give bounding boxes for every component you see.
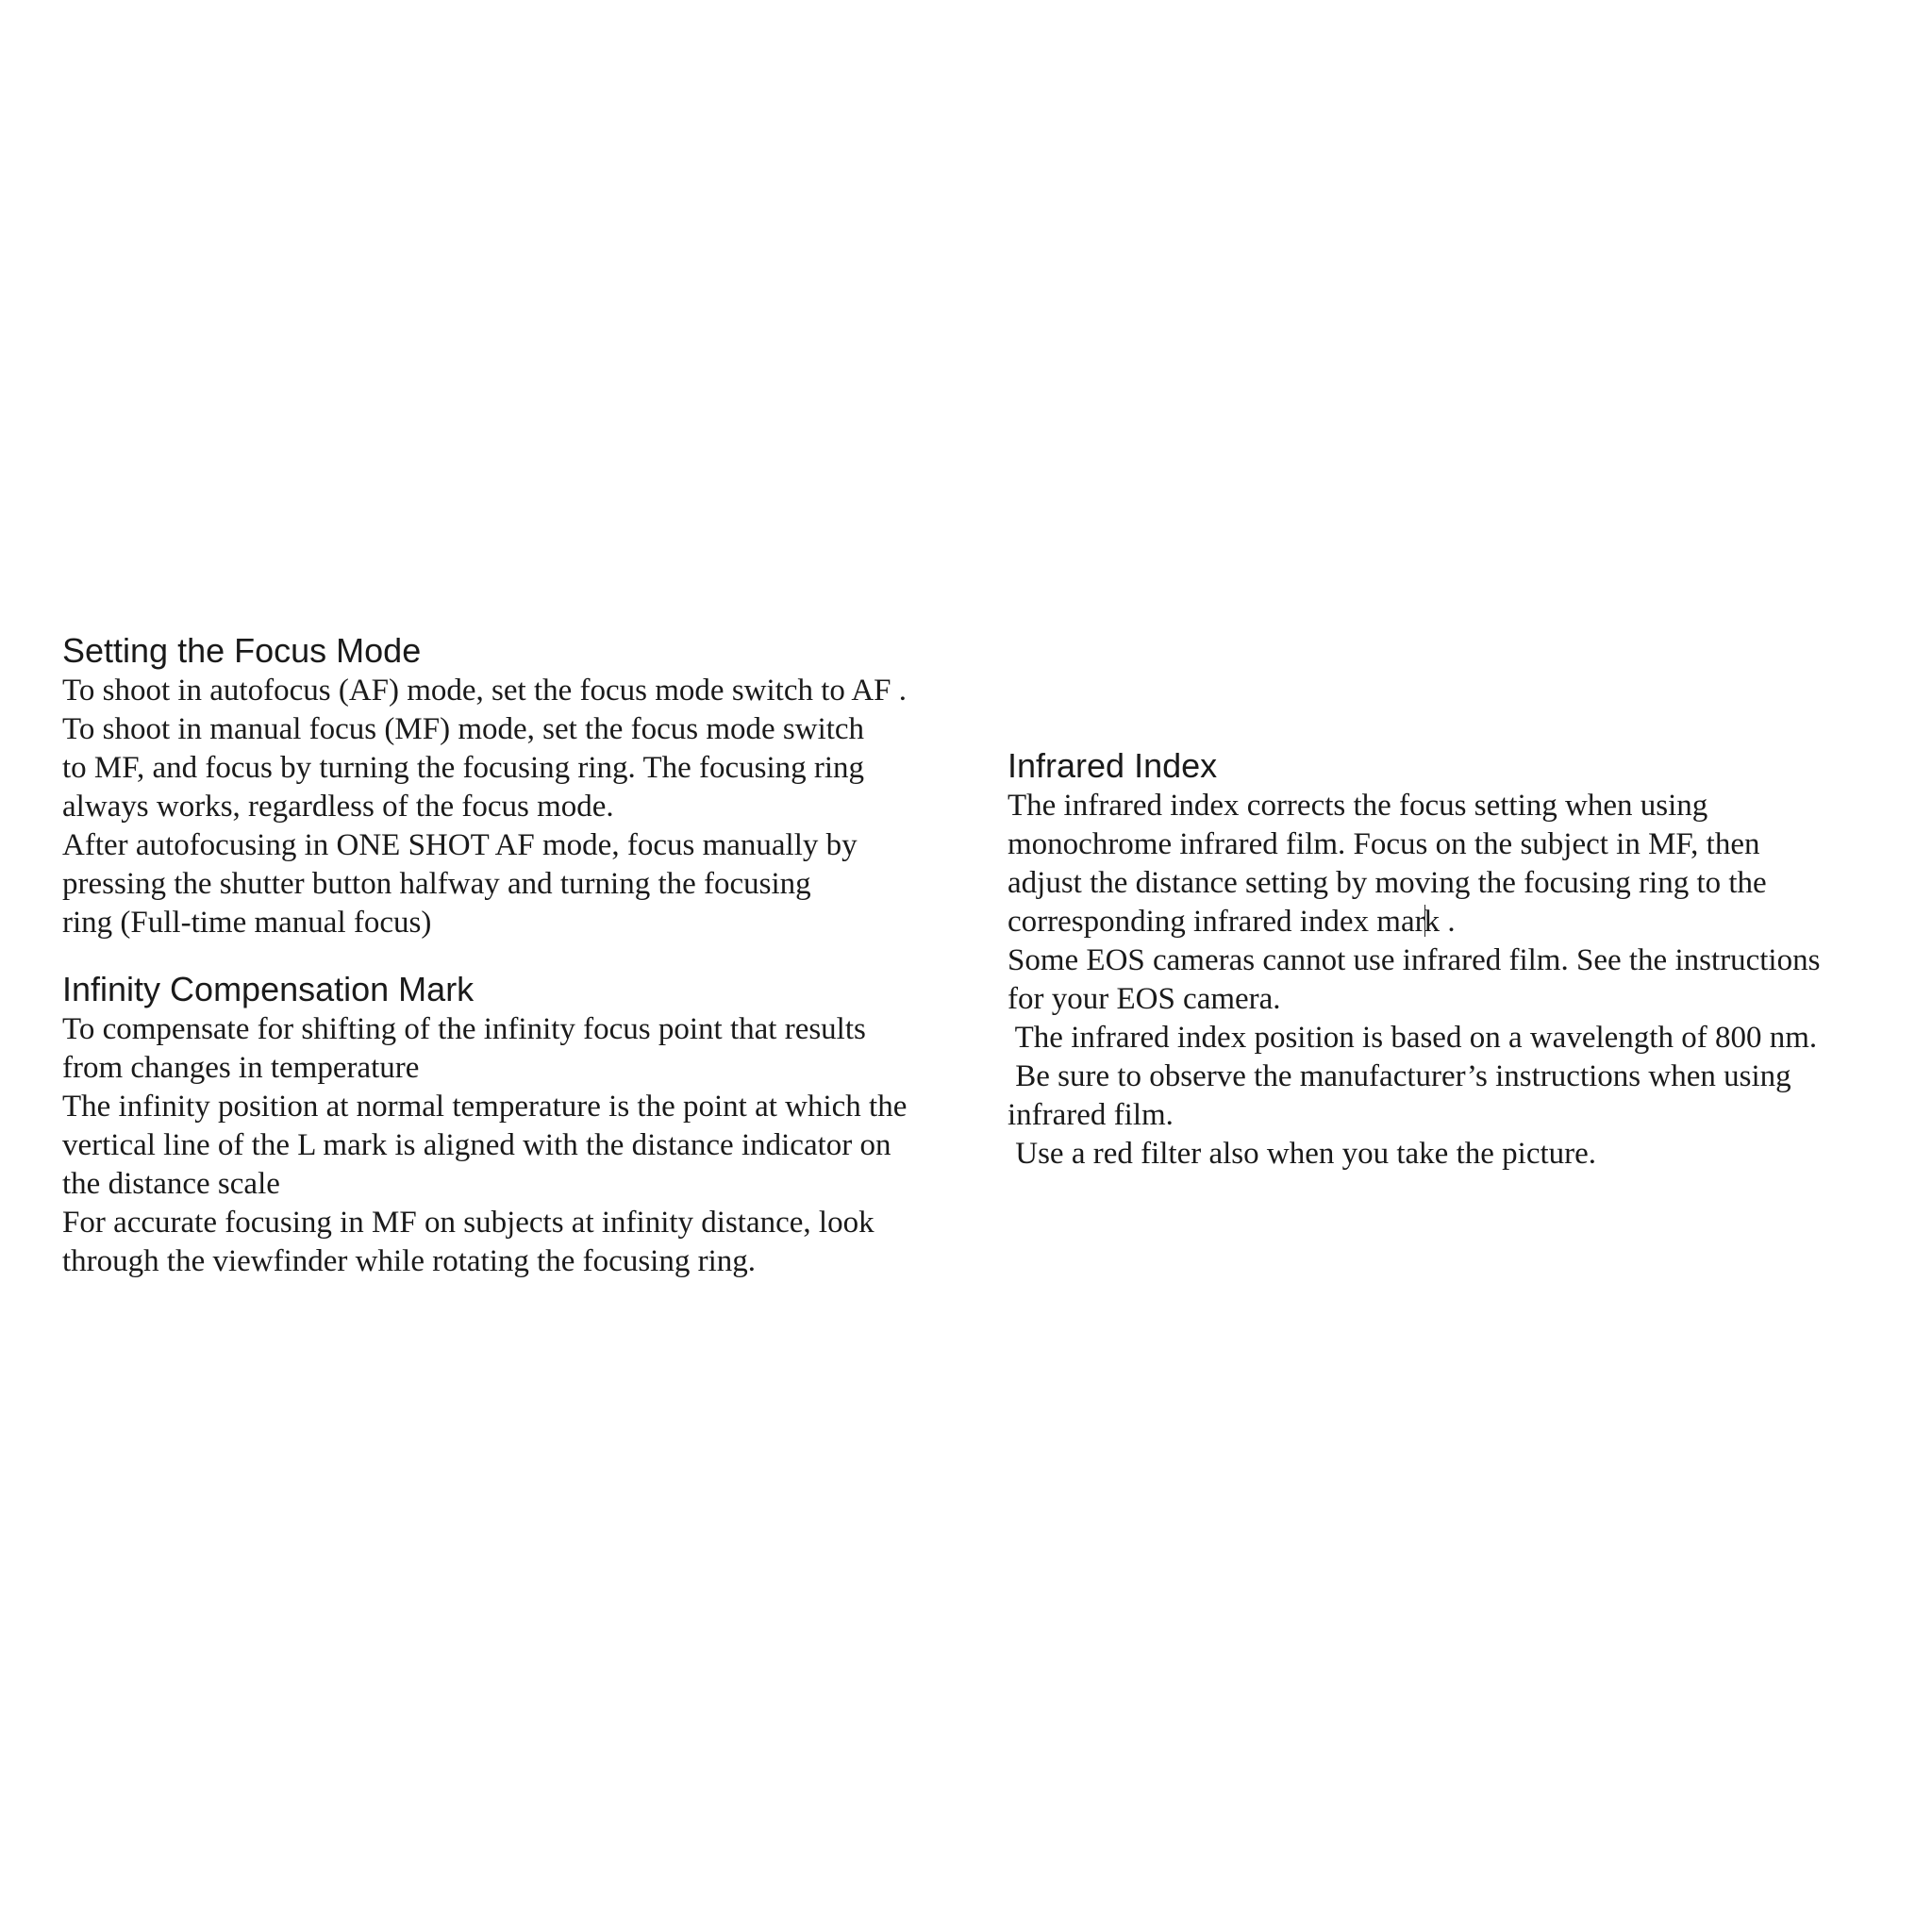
infrared-line: Be sure to observe the manufacturer’s instructions when using	[1008, 1059, 1791, 1093]
focus-mode-line: To shoot in autofocus (AF) mode, set the focus mode switch to AF .	[62, 674, 908, 708]
infrared-line: infrared film.	[1008, 1098, 1174, 1132]
infrared-index-section	[1008, 745, 1904, 1174]
focus-mode-line: always works, regardless of the focus mode.	[62, 790, 614, 824]
infrared-line: The infrared index position is based on a wavelength of 800 nm.	[1008, 1021, 1818, 1055]
infrared-line: for your EOS camera.	[1008, 982, 1281, 1016]
right-column	[1008, 745, 1904, 1174]
focus-mode-line: To shoot in manual focus (MF) mode, set the focus mode switch	[62, 712, 865, 746]
infrared-line-text-before-cursor: corresponding infrared index mar	[1008, 905, 1425, 939]
focus-mode-line: to MF, and focus by turning the focusing ring. The focusing ring	[62, 751, 865, 785]
infinity-compensation-section	[62, 969, 996, 1281]
infinity-line: The infinity position at normal temperature is the point at which the	[62, 1090, 908, 1124]
infrared-line-text-after-cursor: k .	[1424, 905, 1456, 939]
focus-mode-line: ring (Full-time manual focus)	[62, 906, 432, 940]
infrared-line: Use a red filter also when you take the picture.	[1008, 1137, 1597, 1171]
infrared-line: monochrome infrared film. Focus on the subject in MF, then	[1008, 827, 1760, 861]
infinity-line: For accurate focusing in MF on subjects at infinity distance, look	[62, 1206, 874, 1240]
infrared-line: The infrared index corrects the focus setting when using	[1008, 789, 1708, 823]
infrared-line: adjust the distance setting by moving the focusing ring to the	[1008, 866, 1767, 900]
infrared-line: Some EOS cameras cannot use infrared film. See the instructions	[1008, 943, 1821, 977]
focus-mode-line: After autofocusing in ONE SHOT AF mode, focus manually by	[62, 828, 858, 862]
infrared-index-heading: Infrared Index	[1008, 746, 1218, 785]
focus-mode-line: pressing the shutter button halfway and turning the focusing	[62, 867, 811, 901]
infinity-compensation-heading: Infinity Compensation Mark	[62, 970, 475, 1008]
section-gap	[62, 942, 996, 969]
focus-mode-heading: Setting the Focus Mode	[62, 631, 422, 670]
infrared-line-with-cursor[interactable]	[1008, 903, 1904, 941]
infinity-line: vertical line of the L mark is aligned with the distance indicator on	[62, 1128, 891, 1162]
infinity-line: through the viewfinder while rotating the focusing ring.	[62, 1244, 756, 1278]
focus-mode-section	[62, 630, 996, 942]
infinity-line: from changes in temperature	[62, 1051, 420, 1085]
infinity-line: To compensate for shifting of the infinity focus point that results	[62, 1012, 866, 1046]
infinity-line: the distance scale	[62, 1167, 280, 1201]
left-column	[62, 630, 996, 1281]
